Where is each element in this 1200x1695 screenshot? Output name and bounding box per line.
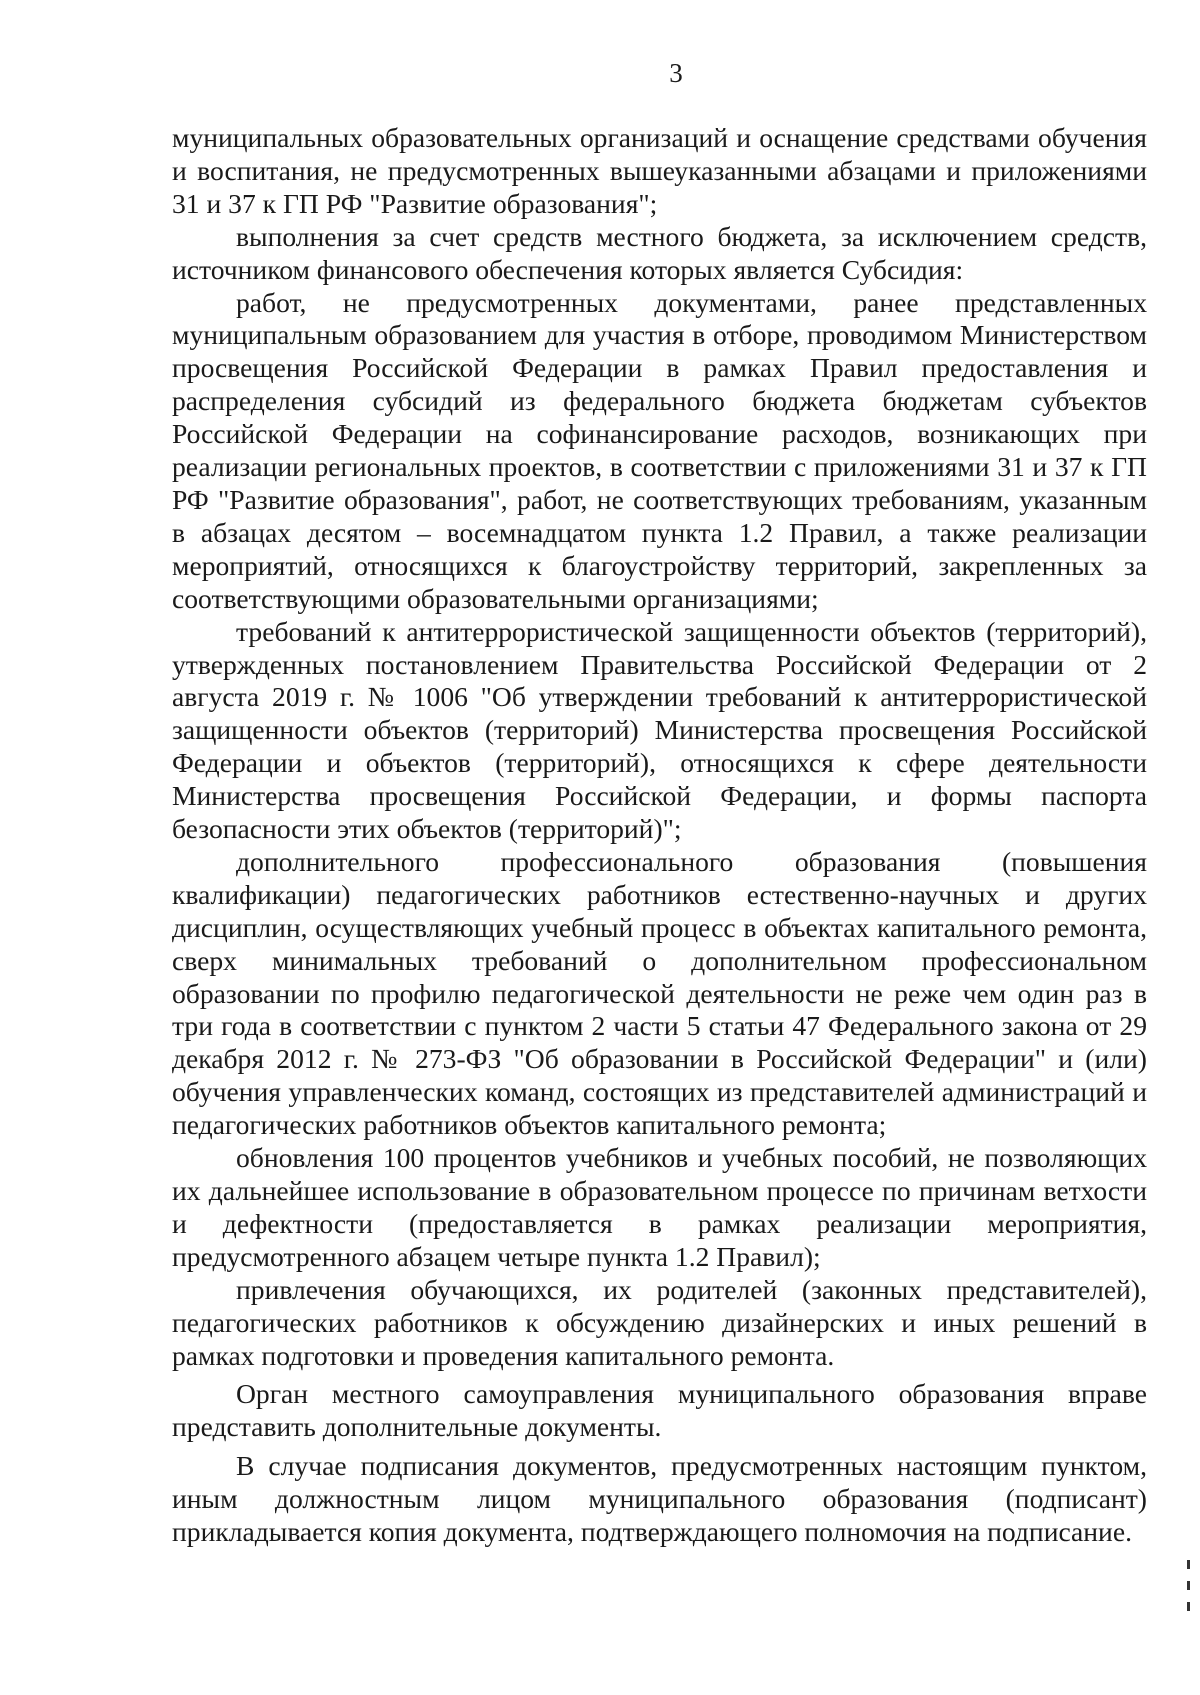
paragraph-6: обновления 100 процентов учебников и учебных пособий, не позволяющих их дальнейшее использование в образовательном процессе по причинам ветхости и дефектности (предоставляется в рамках реализации мероприятия, предусмотренного абзацем четыре пункта 1.2 Правил); <box>172 1142 1147 1272</box>
paragraph-9: В случае подписания документов, предусмотренных настоящим пунктом, иным должностным лицом муниципального образования (подписант) прикладывается копия документа, подтверждающего полномочия на подписание. <box>172 1450 1147 1548</box>
paragraph-1: муниципальных образовательных организаций и оснащение средствами обучения и воспитания, не предусмотренных вышеуказанными абзацами и приложениями 31 и 37 к ГП РФ "Развитие образования"; <box>172 122 1147 219</box>
scan-mark <box>1187 1581 1190 1590</box>
paragraph-2: выполнения за счет средств местного бюджета, за исключением средств, источником финансового обеспечения которых является Субсидия: <box>172 220 1147 285</box>
paragraph-5: дополнительного профессионального образования (повышения квалификации) педагогических работников естественно-научных и других дисциплин, осуществляющих учебный процесс в объектах капитального ремонта, сверх минимальных требований о дополнительном профессиональном образовании по профилю педагогической деятельности не реже чем один раз в три года в соответствии с пунктом 2 части 5 статьи 47 Федерального закона от 29 декабря 2012 г. № 273-ФЗ "Об образовании в Российской Федерации" и (или) обучения управленческих команд, состоящих из представителей администраций и педагогических работников объектов капитального ремонта; <box>172 845 1147 1141</box>
document-body <box>172 122 1147 1549</box>
scan-mark <box>1187 1602 1190 1611</box>
scan-mark <box>1187 1560 1190 1569</box>
paragraph-7: привлечения обучающихся, их родителей (законных представителей), педагогических работников к обсуждению дизайнерских и иных решений в рамках подготовки и проведения капитального ремонта. <box>172 1273 1147 1371</box>
scan-edge-marks <box>1187 1560 1190 1640</box>
paragraph-4: требований к антитеррористической защищенности объектов (территорий), утвержденных постановлением Правительства Российской Федерации от 2 августа 2019 г. № 1006 "Об утверждении требований к антитеррористической защищенности объектов (территорий) Министерства просвещения Российской Федерации и объектов (территорий), относящихся к сфере деятельности Министерства просвещения Российской Федерации, и формы паспорта безопасности этих объектов (территорий)"; <box>172 615 1147 845</box>
paragraph-3: работ, не предусмотренных документами, ранее представленных муниципальным образованием для участия в отборе, проводимом Министерством просвещения Российской Федерации в рамках Правил предоставления и распределения субсидий из федерального бюджета бюджетам субъектов Российской Федерации на софинансирование расходов, возникающих при реализации региональных проектов, в соответствии с приложениями 31 и 37 к ГП РФ "Развитие образования", работ, не соответствующих требованиям, указанным в абзацах десятом – восемнадцатом пункта 1.2 Правил, а также реализации мероприятий, относящихся к благоустройству территорий, закрепленных за соответствующими образовательными организациями; <box>172 286 1147 614</box>
page-number: 3 <box>669 58 683 88</box>
paragraph-8: Орган местного самоуправления муниципального образования вправе представить дополнительные документы. <box>172 1378 1147 1443</box>
